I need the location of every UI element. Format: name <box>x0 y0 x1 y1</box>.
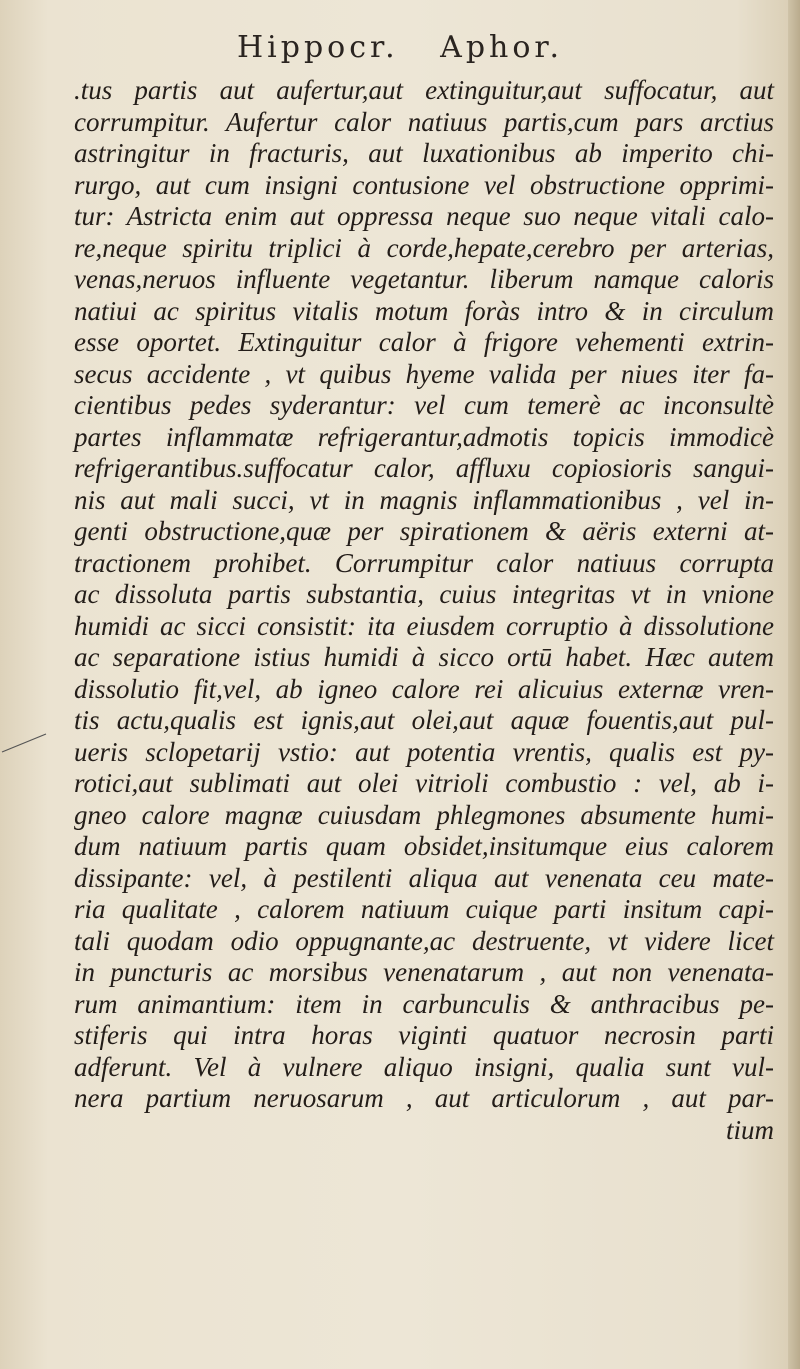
text-line: nis aut mali succi, vt in magnis inflammationibus , vel in- <box>74 484 774 515</box>
text-line: cientibus pedes syderantur: vel cum temerè ac inconsultè <box>74 390 774 420</box>
text-line: secus accidente , vt quibus hyeme valida per niues iter fa- <box>74 358 774 389</box>
text-line: tis actu,qualis est ignis,aut olei,aut aquæ fouentis,aut pul- <box>74 705 774 735</box>
text-line: stiferis qui intra horas viginti quatuor necrosin parti <box>74 1020 774 1050</box>
text-line: rum animantium: item in carbunculis & anthracibus pe- <box>74 988 774 1019</box>
text-line: natiui ac spiritus vitalis motum foràs intro & in circulum <box>74 295 774 326</box>
text-line: tium <box>725 1114 774 1145</box>
text-line: ac dissoluta partis substantia, cuius integritas vt in vnione <box>74 579 774 609</box>
text-line: venas,neruos influente vegetantur. liberum namque caloris <box>74 264 774 294</box>
body-text <box>74 75 774 1146</box>
text-line: dissipante: vel, à pestilenti aliqua aut venenata ceu mate- <box>74 862 774 893</box>
text-line: nera partium neruosarum , aut articulorum , aut par- <box>74 1083 774 1113</box>
text-line: in puncturis ac morsibus venenatarum , aut non venenata- <box>74 957 774 987</box>
pencil-mark-icon <box>0 730 48 754</box>
text-line: refrigerantibus.suffocatur calor, affluxu copiosioris sangui- <box>74 453 774 483</box>
text-line: tur: Astricta enim aut oppressa neque suo neque vitali calo- <box>74 201 774 231</box>
text-line: astringitur in fracturis, aut luxationibus ab imperito chi- <box>74 138 774 168</box>
header-left: Hippocr. <box>237 30 399 65</box>
text-line: corrumpitur. Aufertur calor natiuus partis,cum pars arctius <box>74 106 774 137</box>
text-line: tali quodam odio oppugnante,ac destruente, vt videre licet <box>74 925 774 956</box>
text-line: partes inflammatæ refrigerantur,admotis topicis immodicè <box>74 421 774 452</box>
text-line: re,neque spiritu triplici à corde,hepate,cerebro per arterias, <box>74 232 774 263</box>
text-line: esse oportet. Extinguitur calor à frigore vehementi extrin- <box>74 327 774 357</box>
text-line: ac separatione istius humidi à sicco ortū habet. Hæc autem <box>74 642 774 672</box>
text-line: adferunt. Vel à vulnere aliquo insigni, qualia sunt vul- <box>74 1051 774 1082</box>
text-line: ueris sclopetarij vstio: aut potentia vrentis, qualis est py- <box>74 736 774 767</box>
text-line: dum natiuum partis quam obsidet,insitumque eius calorem <box>74 831 774 861</box>
text-line: humidi ac sicci consistit: ita eiusdem corruptio à dissolutione <box>74 610 774 641</box>
text-line: gneo calore magnæ cuiusdam phlegmones absumente humi- <box>74 799 774 830</box>
text-line: .tus partis aut aufertur,aut extinguitur,aut suffocatur, aut <box>74 75 774 105</box>
text-line: ria qualitate , calorem natiuum cuique parti insitum capi- <box>74 894 774 924</box>
running-header <box>0 30 800 65</box>
page-edge <box>788 0 800 1369</box>
text-line: rotici,aut sublimati aut olei vitrioli combustio : vel, ab i- <box>74 768 774 798</box>
text-line: dissolutio fit,vel, ab igneo calore rei alicuius externæ vren- <box>74 673 774 704</box>
text-line: genti obstructione,quæ per spirationem & aëris externi at- <box>74 516 774 546</box>
text-line: tractionem prohibet. Corrumpitur calor natiuus corrupta <box>74 547 774 578</box>
header-right: Aphor. <box>440 30 563 65</box>
text-line: rurgo, aut cum insigni contusione vel obstructione opprimi- <box>74 169 774 200</box>
